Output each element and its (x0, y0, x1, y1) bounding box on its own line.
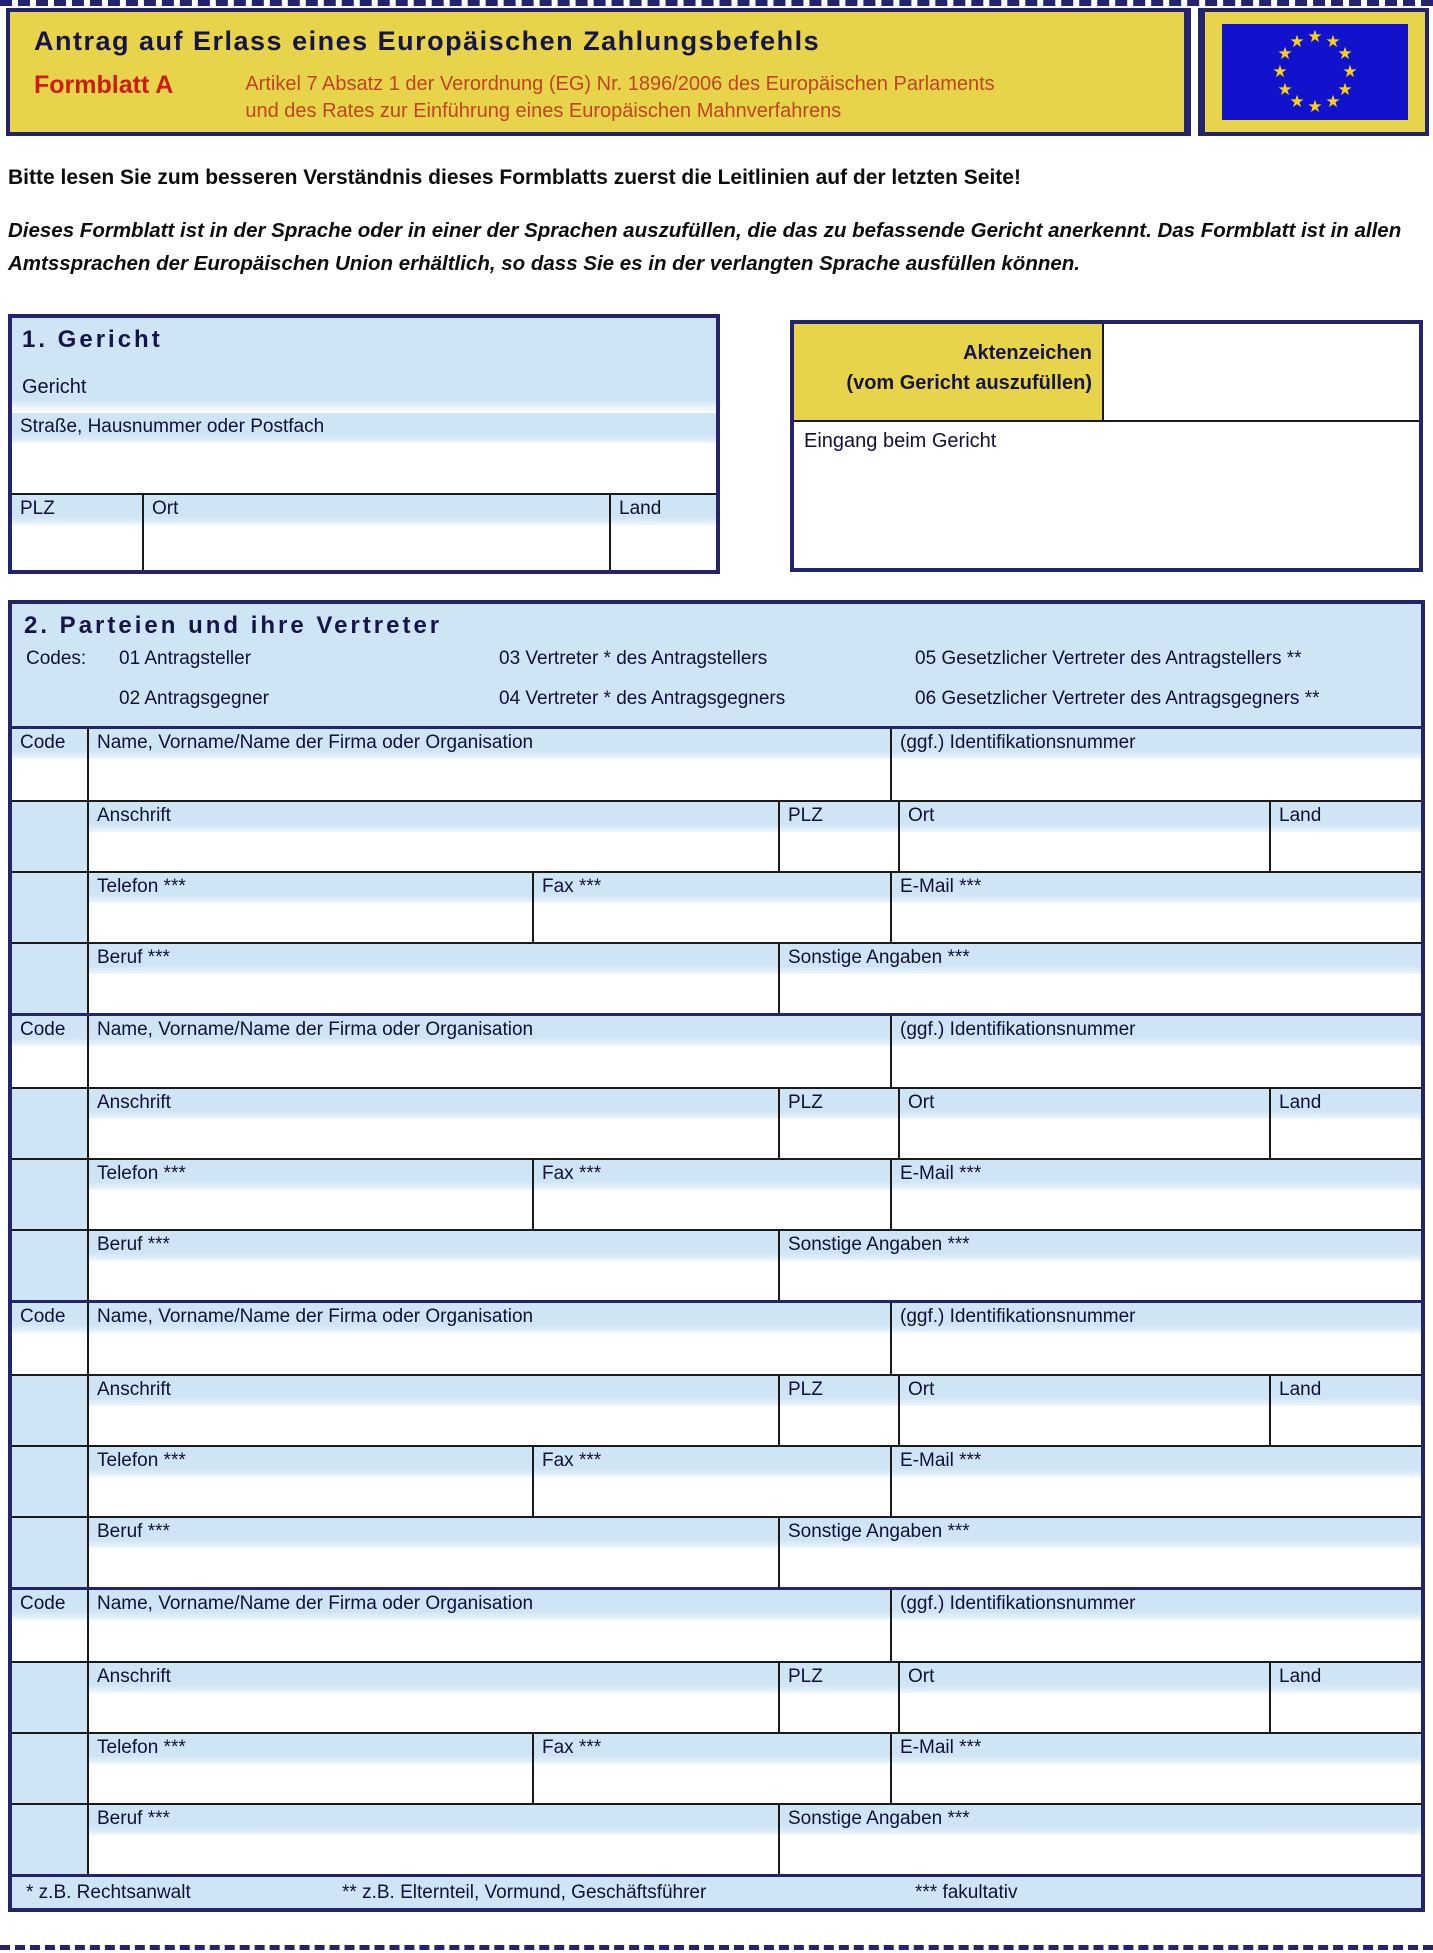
party-plz-input[interactable] (780, 1693, 898, 1732)
case-number-label (794, 324, 1104, 420)
party-address-input[interactable] (89, 832, 778, 871)
footnote-optional: *** fakultativ (915, 1882, 1018, 1903)
party-other-label: Sonstige Angaben *** (780, 1805, 1421, 1835)
country-input[interactable] (611, 525, 716, 570)
party-country-label: Land (1271, 1089, 1421, 1119)
party-name-input[interactable] (89, 1620, 890, 1661)
party-fax-input[interactable] (534, 1190, 890, 1229)
party-code-input[interactable] (12, 1333, 87, 1374)
party-name-label: Name, Vorname/Name der Firma oder Organisation (89, 1303, 890, 1333)
party-code-label: Code (12, 729, 87, 759)
street-input[interactable] (12, 443, 716, 493)
party-code-column (12, 1160, 89, 1229)
party-other-input[interactable] (780, 1548, 1421, 1587)
city-input[interactable] (144, 525, 609, 570)
party-city-label: Ort (900, 1376, 1269, 1406)
party-plz-input[interactable] (780, 832, 898, 871)
party-code-column (12, 1376, 89, 1445)
party-code-label: Code (12, 1303, 87, 1333)
plz-input[interactable] (12, 525, 142, 570)
party-address-label: Anschrift (89, 1376, 778, 1406)
form-header (6, 8, 1429, 136)
header-title-box (6, 8, 1188, 136)
case-number-label-line2: (vom Gericht auszufüllen) (846, 372, 1092, 394)
instruction-read-guidelines: Bitte lesen Sie zum besseren Verständnis dieses Formblatts zuerst die Leitlinien auf der letzten Seite! (8, 166, 1021, 189)
country-label: Land (611, 495, 716, 525)
party-address-label: Anschrift (89, 1663, 778, 1693)
party-code-column (12, 1663, 89, 1732)
page-top-dashed-border (0, 0, 1433, 6)
party-occupation-input[interactable] (89, 1261, 778, 1300)
party-phone-label: Telefon *** (89, 1447, 532, 1477)
party-block (12, 1013, 1421, 1300)
party-other-input[interactable] (780, 974, 1421, 1013)
party-id-number-label: (ggf.) Identifikationsnummer (892, 1590, 1421, 1620)
party-id-number-input[interactable] (892, 759, 1421, 800)
party-other-input[interactable] (780, 1835, 1421, 1874)
instruction-language-note: Dieses Formblatt ist in der Sprache oder in einer der Sprachen auszufüllen, die das zu befassende Gericht anerkennt. Das Formblatt ist in allen Amtssprachen der Europäischen Union erhältlich, so dass Sie es in der verlangten Sprache ausfüllen können. (8, 219, 1402, 275)
party-email-input[interactable] (892, 1764, 1421, 1803)
party-occupation-input[interactable] (89, 974, 778, 1013)
party-name-input[interactable] (89, 1333, 890, 1374)
party-code-column (12, 1734, 89, 1803)
footnote-representative: * z.B. Rechtsanwalt (26, 1882, 191, 1903)
party-email-label: E-Mail *** (892, 1160, 1421, 1190)
form-id-label: Formblatt A (34, 71, 174, 99)
party-other-label: Sonstige Angaben *** (780, 1231, 1421, 1261)
party-phone-input[interactable] (89, 1190, 532, 1229)
party-fax-input[interactable] (534, 1477, 890, 1516)
party-code-column (12, 873, 89, 942)
party-code-input[interactable] (12, 1620, 87, 1661)
star-icon: ★ (1337, 44, 1353, 64)
party-occupation-input[interactable] (89, 1548, 778, 1587)
party-country-label: Land (1271, 1663, 1421, 1693)
party-fax-label: Fax *** (534, 1447, 890, 1477)
section-2-title: 2. Parteien und ihre Vertreter (24, 612, 443, 639)
party-address-label: Anschrift (89, 1089, 778, 1119)
party-code-column (12, 1089, 89, 1158)
star-icon: ★ (1342, 62, 1358, 82)
eu-flag-box (1201, 8, 1429, 136)
party-occupation-label: Beruf *** (89, 1231, 778, 1261)
party-id-number-label: (ggf.) Identifikationsnummer (892, 729, 1421, 759)
party-code-label: Code (12, 1590, 87, 1620)
party-occupation-label: Beruf *** (89, 944, 778, 974)
party-code-column (12, 802, 89, 871)
party-fax-label: Fax *** (534, 1734, 890, 1764)
code-02: 02 Antragsgegner (119, 688, 270, 709)
case-number-input[interactable] (1104, 324, 1419, 420)
party-address-input[interactable] (89, 1119, 778, 1158)
party-phone-label: Telefon *** (89, 1734, 532, 1764)
party-name-label: Name, Vorname/Name der Firma oder Organisation (89, 729, 890, 759)
section-1-court-box (8, 314, 720, 574)
plz-label: PLZ (12, 495, 142, 525)
party-fax-input[interactable] (534, 1764, 890, 1803)
code-04: 04 Vertreter * des Antragsgegners (499, 688, 786, 709)
party-code-label: Code (12, 1016, 87, 1046)
section-2-parties-box (8, 600, 1425, 1912)
party-city-input[interactable] (900, 1693, 1269, 1732)
party-country-input[interactable] (1271, 1119, 1421, 1158)
star-icon: ★ (1289, 32, 1305, 52)
party-id-number-label: (ggf.) Identifikationsnummer (892, 1303, 1421, 1333)
star-icon: ★ (1277, 80, 1293, 100)
party-occupation-input[interactable] (89, 1835, 778, 1874)
party-id-number-input[interactable] (892, 1046, 1421, 1087)
regulation-text (245, 71, 994, 125)
star-icon: ★ (1325, 92, 1341, 112)
party-phone-input[interactable] (89, 903, 532, 942)
party-code-column (12, 1231, 89, 1300)
party-name-input[interactable] (89, 759, 890, 800)
party-city-label: Ort (900, 802, 1269, 832)
case-number-box (790, 320, 1423, 572)
code-03: 03 Vertreter * des Antragstellers (499, 648, 768, 669)
party-other-label: Sonstige Angaben *** (780, 944, 1421, 974)
party-block (12, 1587, 1421, 1874)
party-fax-label: Fax *** (534, 1160, 890, 1190)
star-icon: ★ (1325, 32, 1341, 52)
codes-label: Codes: (26, 648, 87, 669)
party-plz-input[interactable] (780, 1119, 898, 1158)
party-block (12, 1300, 1421, 1587)
party-phone-input[interactable] (89, 1764, 532, 1803)
party-plz-label: PLZ (780, 802, 898, 832)
party-plz-label: PLZ (780, 1376, 898, 1406)
star-icon: ★ (1307, 27, 1323, 47)
party-plz-label: PLZ (780, 1663, 898, 1693)
party-country-input[interactable] (1271, 1693, 1421, 1732)
party-email-label: E-Mail *** (892, 1734, 1421, 1764)
party-country-input[interactable] (1271, 832, 1421, 871)
star-icon: ★ (1277, 44, 1293, 64)
regulation-line-2: und des Rates zur Einführung eines Europäischen Mahnverfahrens (245, 100, 842, 122)
party-email-label: E-Mail *** (892, 1447, 1421, 1477)
eu-flag-icon (1222, 24, 1408, 120)
star-icon: ★ (1337, 80, 1353, 100)
party-fax-label: Fax *** (534, 873, 890, 903)
code-01: 01 Antragsteller (119, 648, 252, 669)
party-phone-label: Telefon *** (89, 1160, 532, 1190)
section-1-row (8, 314, 1433, 574)
party-country-label: Land (1271, 802, 1421, 832)
party-code-column (12, 1447, 89, 1516)
party-name-input[interactable] (89, 1046, 890, 1087)
party-name-label: Name, Vorname/Name der Firma oder Organisation (89, 1016, 890, 1046)
party-phone-label: Telefon *** (89, 873, 532, 903)
party-city-input[interactable] (900, 1119, 1269, 1158)
party-id-number-input[interactable] (892, 1620, 1421, 1661)
party-block (12, 726, 1421, 1013)
street-label: Straße, Hausnummer oder Postfach (12, 413, 716, 443)
party-code-column (12, 1518, 89, 1587)
party-address-input[interactable] (89, 1406, 778, 1445)
party-code-input[interactable] (12, 1046, 87, 1087)
party-phone-input[interactable] (89, 1477, 532, 1516)
party-city-input[interactable] (900, 832, 1269, 871)
party-blocks (12, 726, 1421, 1874)
city-label: Ort (144, 495, 609, 525)
party-id-number-label: (ggf.) Identifikationsnummer (892, 1016, 1421, 1046)
codes-legend (12, 642, 1421, 726)
footnote-legal-representative: ** z.B. Elternteil, Vormund, Geschäftsführer (342, 1882, 707, 1903)
party-name-label: Name, Vorname/Name der Firma oder Organisation (89, 1590, 890, 1620)
party-code-column (12, 944, 89, 1013)
party-address-input[interactable] (89, 1693, 778, 1732)
regulation-line-1: Artikel 7 Absatz 1 der Verordnung (EG) Nr. 1896/2006 des Europäischen Parlaments (245, 73, 995, 95)
party-city-label: Ort (900, 1663, 1269, 1693)
party-email-input[interactable] (892, 1477, 1421, 1516)
code-05: 05 Gesetzlicher Vertreter des Antragstellers ** (915, 648, 1302, 669)
form-title: Antrag auf Erlass eines Europäischen Zahlungsbefehls (34, 26, 821, 56)
header-divider (1188, 8, 1201, 136)
party-email-label: E-Mail *** (892, 873, 1421, 903)
court-receipt-area[interactable] (794, 420, 1419, 568)
party-email-input[interactable] (892, 903, 1421, 942)
party-id-number-input[interactable] (892, 1333, 1421, 1374)
party-address-label: Anschrift (89, 802, 778, 832)
party-other-input[interactable] (780, 1261, 1421, 1300)
star-icon: ★ (1289, 92, 1305, 112)
case-number-label-line1: Aktenzeichen (963, 342, 1092, 364)
code-06: 06 Gesetzlicher Vertreter des Antragsgegners ** (915, 688, 1320, 709)
party-country-input[interactable] (1271, 1406, 1421, 1445)
page-bottom-dashed-border (0, 1945, 1433, 1950)
party-code-column (12, 1805, 89, 1874)
party-fax-input[interactable] (534, 903, 890, 942)
section-1-title: 1. Gericht (22, 326, 163, 353)
party-occupation-label: Beruf *** (89, 1518, 778, 1548)
party-country-label: Land (1271, 1376, 1421, 1406)
star-icon: ★ (1272, 62, 1288, 82)
party-email-input[interactable] (892, 1190, 1421, 1229)
party-plz-label: PLZ (780, 1089, 898, 1119)
court-name-label: Gericht (22, 376, 87, 398)
star-icon: ★ (1307, 97, 1323, 117)
party-other-label: Sonstige Angaben *** (780, 1518, 1421, 1548)
party-city-label: Ort (900, 1089, 1269, 1119)
court-receipt-label: Eingang beim Gericht (804, 430, 997, 452)
party-city-input[interactable] (900, 1406, 1269, 1445)
footnotes (12, 1874, 1421, 1908)
party-code-input[interactable] (12, 759, 87, 800)
party-occupation-label: Beruf *** (89, 1805, 778, 1835)
party-plz-input[interactable] (780, 1406, 898, 1445)
